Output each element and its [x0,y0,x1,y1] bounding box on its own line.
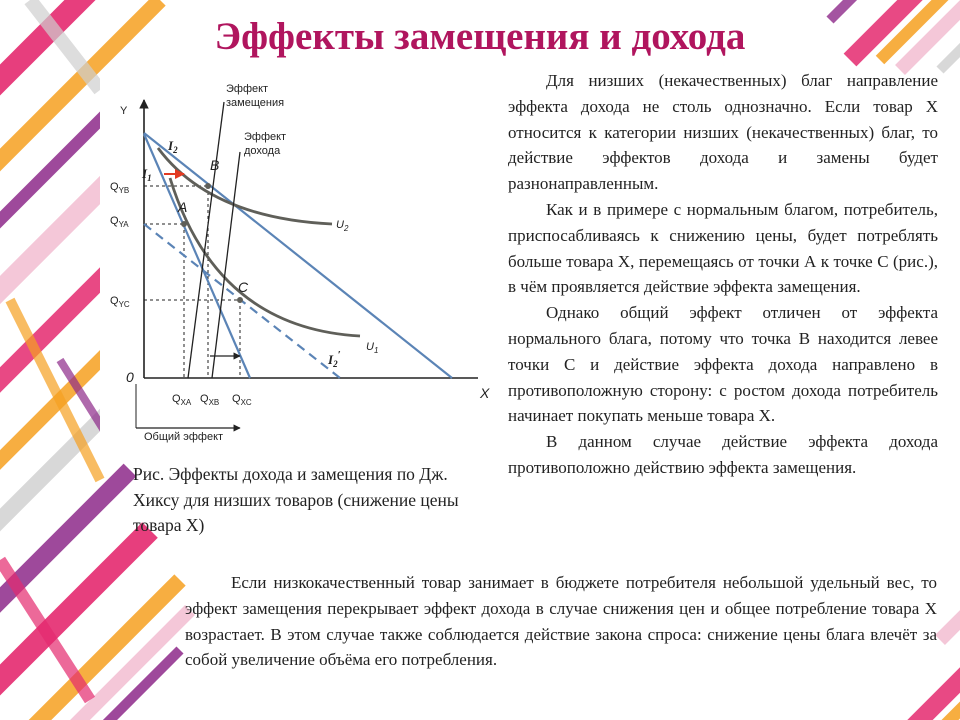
q-xa-label: $Q_{XA}$ [172,393,192,407]
budget-line-i1 [144,134,250,378]
substitution-effect-line [188,102,224,378]
paragraph-1: Для низших (некачественных) благ направление эффекта дохода не столь однозначно. Если товар Х относится к категории низших (некачественных) благ, то действие эффектов дохода и замены будет разнонаправленным. [508,71,938,194]
q-yc-label: $Q_{YC}$ [110,295,130,309]
point-a-label: A [178,199,188,215]
point-a-dot [181,221,187,227]
q-yb-label: $Q_{YB}$ [110,181,130,195]
hicks-inferior-good-diagram [100,78,500,456]
paragraph-4: В данном случае действие эффекта дохода противоположно действию эффекта замещения. [508,432,938,477]
point-b-label: B [210,157,220,173]
q-xb-label: $Q_{XB}$ [200,393,220,407]
total-effect-label: Общий эффект [144,431,224,443]
budget-line-i2 [144,133,452,378]
paragraph-3: Однако общий эффект отличен от эффекта нормального блага, потому что точка В находится левее точки С и действие эффекта дохода направлено в противоположную сторону: с ростом дохода потребитель начинает покупать меньше товара Х. [508,303,938,426]
q-ya-label: $Q_{YA}$ [110,215,129,229]
budget-i2-label: $I_2$ [168,138,178,155]
point-b-dot [205,183,211,189]
axis-x-label: X [480,385,490,401]
axis-y-label: Y [120,105,128,117]
curve-u2-label: $U_2$ [336,219,349,233]
income-label-line1: Эффект [244,131,287,143]
figure-caption: Рис. Эффекты дохода и замещения по Дж. Хиксу для низших товаров (снижение цены товара Х) [133,464,459,535]
curve-u1-label: $U_1$ [366,341,379,355]
substitution-label-line1: Эффект [226,83,269,95]
bottom-paragraph: Если низкокачественный товар занимает в бюджете потребителя небольшой удельный вес, то эффект замещения перекрывает эффект дохода в случае снижения цен и общее потребление товара Х возрастает. В этом случае также соблюдается действие закона спроса: снижение цены блага влечёт за собой увеличение объёма его потребления. [185,573,937,670]
budget-i1-label: $I_1$ [142,166,152,183]
substitution-label-line2: замещения [226,97,285,109]
q-xc-label: $Q_{XC}$ [232,393,252,407]
point-c-dot [237,297,243,303]
budget-i2-prime-label: $I_2'$ [328,349,341,369]
slide-title: Эффекты замещения и дохода [214,15,746,58]
paragraph-2: Как и в примере с нормальным благом, потребитель, приспосабливаясь к снижению цены, будет потреблять больше товара Х, перемещаясь от точки А к точке С (рис.), в чём проявляется действие эффекта замещения. [508,199,938,297]
right-text-block [508,68,938,481]
origin-label: 0 [126,369,134,385]
point-c-label: C [238,279,249,295]
income-label-line2: дохода [244,145,281,157]
